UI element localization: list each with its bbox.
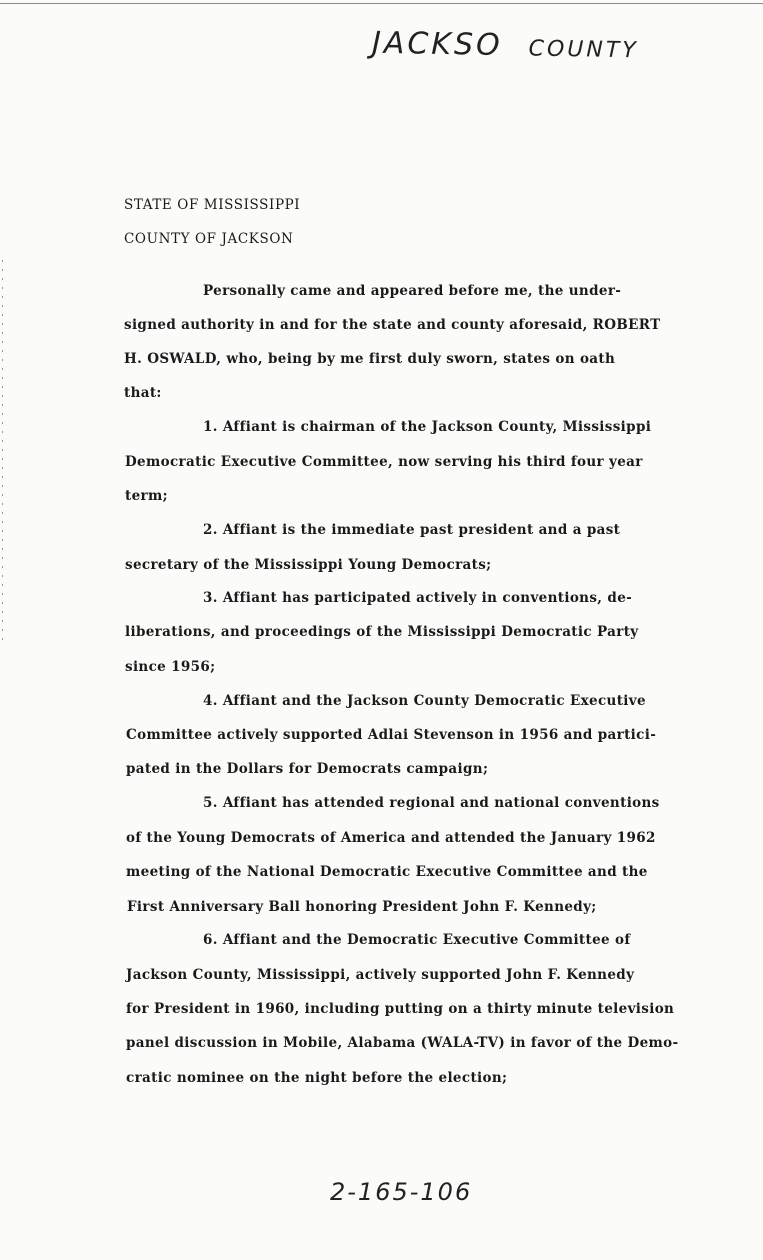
handwritten-word-1: JACKSO — [371, 25, 503, 63]
item-2-line: 2. Affiant is the immediate past president and a past — [203, 522, 621, 538]
handwritten-county-note — [372, 26, 639, 66]
item-6-line: Jackson County, Mississippi, actively supported John F. Kennedy — [126, 967, 635, 983]
heading-state: STATE OF MISSISSIPPI — [124, 197, 301, 213]
item-1-line: Democratic Executive Committee, now serving his third four year — [125, 454, 643, 470]
item-3-line: 3. Affiant has participated actively in conventions, de- — [203, 590, 633, 606]
scan-left-edge — [2, 260, 3, 640]
item-5-line: 5. Affiant has attended regional and national conventions — [203, 795, 660, 811]
item-3-line: since 1956; — [125, 659, 216, 675]
intro-line: H. OSWALD, who, being by me first duly sworn, states on oath — [124, 351, 616, 367]
item-4-line: 4. Affiant and the Jackson County Democratic Executive — [203, 693, 646, 709]
handwritten-document-number: 2-165-106 — [330, 1178, 473, 1206]
item-6-line: 6. Affiant and the Democratic Executive Committee of — [203, 932, 631, 948]
item-4-line: pated in the Dollars for Democrats campaign; — [126, 761, 489, 777]
item-6-line: panel discussion in Mobile, Alabama (WALA-TV) in favor of the Demo- — [126, 1035, 679, 1051]
intro-line: signed authority in and for the state and county aforesaid, ROBERT — [124, 317, 661, 333]
item-1-line: term; — [125, 488, 168, 504]
handwritten-word-2: COUNTY — [528, 36, 639, 64]
intro-line: that: — [124, 385, 162, 401]
item-6-line: for President in 1960, including putting on a thirty minute television — [126, 1001, 675, 1017]
scan-top-edge — [0, 3, 763, 4]
item-5-line: of the Young Democrats of America and attended the January 1962 — [126, 830, 656, 846]
item-4-line: Committee actively supported Adlai Stevenson in 1956 and partici- — [126, 727, 657, 743]
item-3-line: liberations, and proceedings of the Mississippi Democratic Party — [125, 624, 639, 640]
item-2-line: secretary of the Mississippi Young Democrats; — [125, 557, 492, 573]
item-1-line: 1. Affiant is chairman of the Jackson County, Mississippi — [203, 419, 652, 435]
intro-line: Personally came and appeared before me, the under- — [203, 283, 622, 299]
item-5-line: meeting of the National Democratic Executive Committee and the — [126, 864, 648, 880]
item-6-line: cratic nominee on the night before the election; — [126, 1070, 508, 1086]
heading-county: COUNTY OF JACKSON — [124, 231, 294, 247]
item-5-line: First Anniversary Ball honoring President John F. Kennedy; — [127, 899, 597, 915]
